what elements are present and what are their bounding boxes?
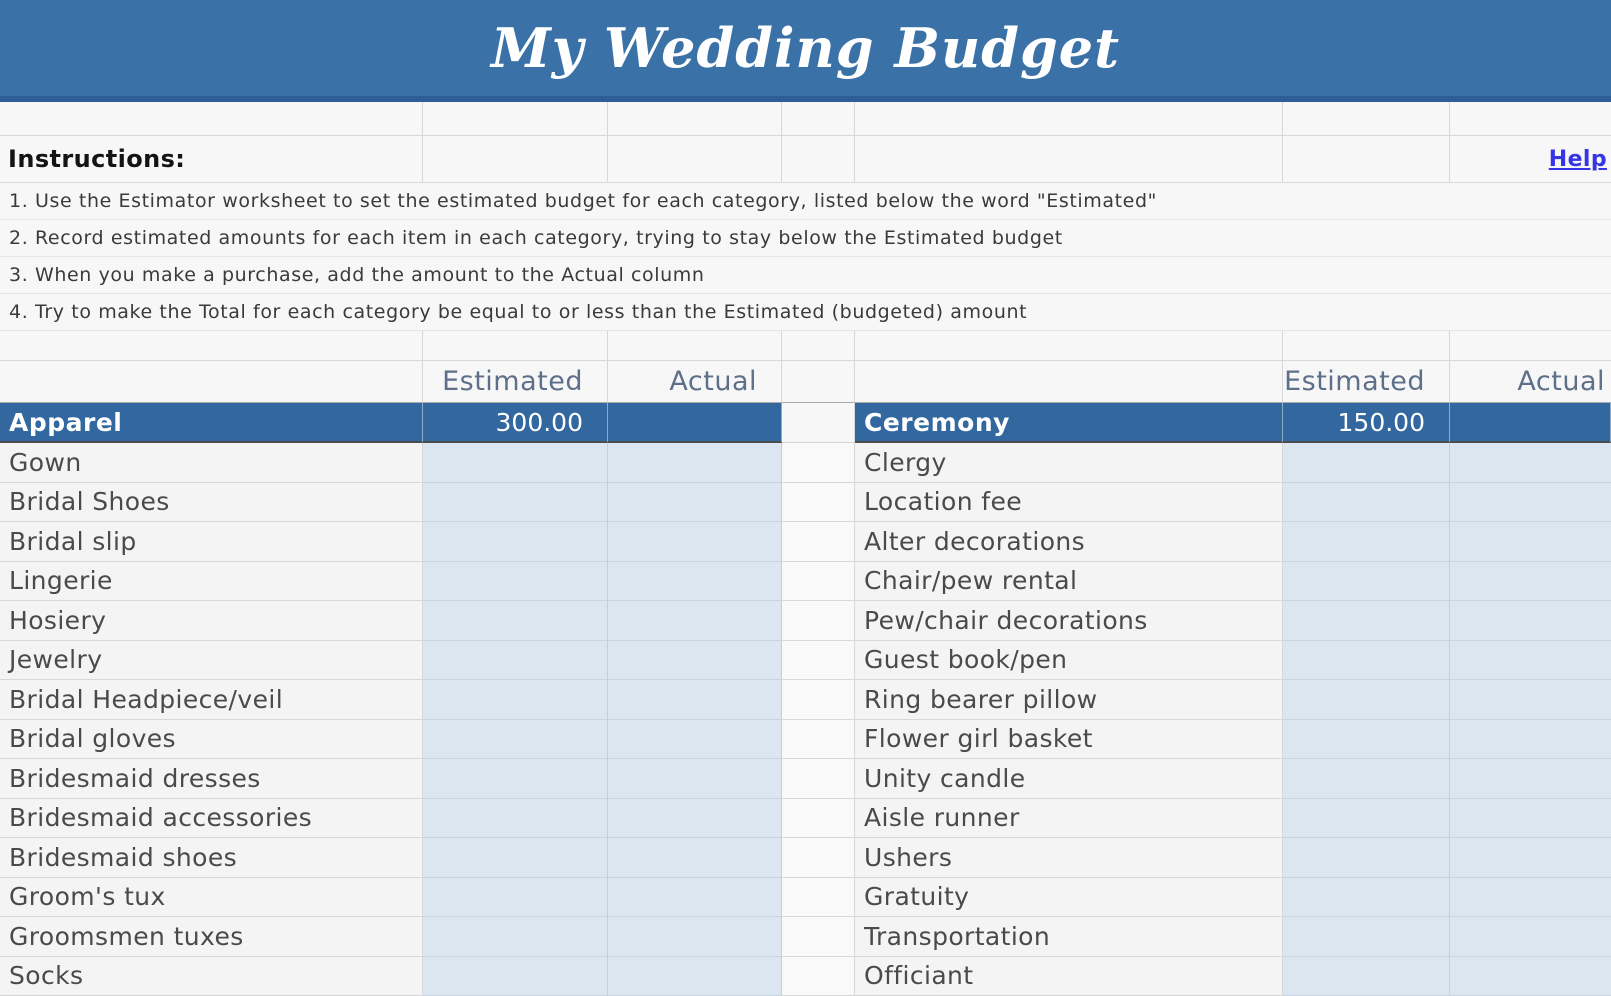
item-label: Gown bbox=[0, 448, 82, 477]
table-row bbox=[0, 759, 1611, 799]
help-cell bbox=[1450, 136, 1611, 183]
item-label: Pew/chair decorations bbox=[855, 606, 1148, 635]
estimated-column-header: Estimated bbox=[423, 361, 608, 403]
instructions-heading: Instructions: bbox=[0, 145, 185, 173]
estimated-cell[interactable] bbox=[1283, 562, 1450, 602]
item-label-cell[interactable] bbox=[855, 878, 1283, 918]
item-label-cell[interactable] bbox=[0, 957, 423, 996]
actual-cell[interactable] bbox=[1450, 443, 1611, 483]
estimated-cell[interactable] bbox=[1283, 838, 1450, 878]
gap-cell bbox=[782, 680, 855, 720]
actual-cell[interactable] bbox=[608, 917, 782, 957]
actual-cell[interactable] bbox=[1450, 878, 1611, 918]
gap-cell bbox=[782, 522, 855, 562]
estimated-cell[interactable] bbox=[1283, 483, 1450, 523]
spreadsheet-grid bbox=[0, 102, 1611, 996]
actual-cell[interactable] bbox=[608, 443, 782, 483]
cell[interactable] bbox=[0, 361, 423, 403]
estimated-cell[interactable] bbox=[423, 680, 608, 720]
category-estimated-cell[interactable]: 300.00 bbox=[423, 403, 608, 443]
item-label-cell[interactable] bbox=[0, 799, 423, 839]
table-row bbox=[0, 878, 1611, 918]
actual-cell[interactable] bbox=[1450, 838, 1611, 878]
item-label-cell[interactable] bbox=[0, 641, 423, 681]
item-label: Clergy bbox=[855, 448, 947, 477]
estimated-cell[interactable] bbox=[1283, 641, 1450, 681]
actual-cell[interactable] bbox=[608, 562, 782, 602]
estimated-cell[interactable] bbox=[1283, 917, 1450, 957]
gap-cell bbox=[782, 720, 855, 760]
item-label-cell[interactable] bbox=[855, 917, 1283, 957]
estimated-cell[interactable] bbox=[423, 878, 608, 918]
cell[interactable] bbox=[855, 361, 1283, 403]
estimated-cell[interactable] bbox=[1283, 443, 1450, 483]
estimated-cell[interactable] bbox=[423, 562, 608, 602]
item-label-cell[interactable] bbox=[0, 680, 423, 720]
item-label: Bridal slip bbox=[0, 527, 137, 556]
cell[interactable] bbox=[0, 331, 423, 361]
category-cell-ceremony[interactable]: Ceremony bbox=[855, 403, 1283, 443]
item-label-cell[interactable] bbox=[855, 838, 1283, 878]
item-label: Socks bbox=[0, 961, 83, 990]
estimated-cell[interactable] bbox=[1283, 878, 1450, 918]
gap-cell bbox=[782, 838, 855, 878]
category-row bbox=[0, 403, 1611, 443]
item-label: Officiant bbox=[855, 961, 973, 990]
table-row bbox=[0, 680, 1611, 720]
actual-cell[interactable] bbox=[1450, 680, 1611, 720]
category-actual-cell[interactable] bbox=[1450, 403, 1611, 443]
cell[interactable] bbox=[608, 331, 782, 361]
cell[interactable] bbox=[1283, 331, 1450, 361]
item-label-cell[interactable] bbox=[855, 957, 1283, 996]
item-label-cell[interactable] bbox=[855, 680, 1283, 720]
actual-column-header: Actual bbox=[608, 361, 782, 403]
item-label-cell[interactable] bbox=[855, 759, 1283, 799]
cell bbox=[782, 136, 855, 183]
estimated-cell[interactable] bbox=[423, 838, 608, 878]
item-label-cell[interactable] bbox=[0, 720, 423, 760]
table-row bbox=[0, 562, 1611, 602]
item-label-cell[interactable] bbox=[0, 443, 423, 483]
item-label-cell[interactable] bbox=[855, 601, 1283, 641]
table-row bbox=[0, 799, 1611, 839]
actual-cell[interactable] bbox=[608, 522, 782, 562]
table-row bbox=[0, 483, 1611, 523]
cell[interactable] bbox=[855, 136, 1283, 183]
category-actual-cell[interactable] bbox=[608, 403, 782, 443]
item-label: Groomsmen tuxes bbox=[0, 922, 244, 951]
item-label: Jewelry bbox=[0, 645, 102, 674]
item-label: Bridesmaid shoes bbox=[0, 843, 237, 872]
actual-cell[interactable] bbox=[608, 759, 782, 799]
estimated-cell[interactable] bbox=[423, 483, 608, 523]
actual-cell[interactable] bbox=[608, 799, 782, 839]
item-label: Alter decorations bbox=[855, 527, 1085, 556]
item-label: Lingerie bbox=[0, 566, 113, 595]
item-label-cell[interactable] bbox=[855, 799, 1283, 839]
gap-cell bbox=[782, 403, 855, 443]
gap-cell bbox=[782, 443, 855, 483]
actual-cell[interactable] bbox=[608, 838, 782, 878]
cell[interactable] bbox=[423, 136, 608, 183]
actual-cell[interactable] bbox=[1450, 641, 1611, 681]
gap-cell bbox=[782, 562, 855, 602]
actual-cell[interactable] bbox=[1450, 522, 1611, 562]
estimated-cell[interactable] bbox=[1283, 759, 1450, 799]
item-label-cell[interactable] bbox=[855, 443, 1283, 483]
item-rows bbox=[0, 443, 1611, 996]
estimated-cell[interactable] bbox=[423, 759, 608, 799]
table-row bbox=[0, 917, 1611, 957]
actual-cell[interactable] bbox=[1450, 562, 1611, 602]
estimated-cell[interactable] bbox=[423, 917, 608, 957]
actual-cell[interactable] bbox=[1450, 917, 1611, 957]
item-label: Unity candle bbox=[855, 764, 1026, 793]
item-label: Bridesmaid dresses bbox=[0, 764, 261, 793]
cell bbox=[782, 102, 855, 136]
actual-cell[interactable] bbox=[1450, 601, 1611, 641]
item-label: Bridesmaid accessories bbox=[0, 803, 312, 832]
item-label: Location fee bbox=[855, 487, 1022, 516]
empty-row bbox=[0, 331, 1611, 361]
item-label: Gratuity bbox=[855, 882, 969, 911]
item-label-cell[interactable] bbox=[855, 720, 1283, 760]
cell[interactable] bbox=[608, 102, 782, 136]
category-estimated-cell[interactable]: 150.00 bbox=[1283, 403, 1450, 443]
item-label: Ring bearer pillow bbox=[855, 685, 1098, 714]
estimated-cell[interactable] bbox=[423, 799, 608, 839]
gap-cell bbox=[782, 601, 855, 641]
estimated-cell[interactable] bbox=[1283, 680, 1450, 720]
table-row bbox=[0, 522, 1611, 562]
estimated-cell[interactable] bbox=[1283, 601, 1450, 641]
table-row bbox=[0, 443, 1611, 483]
gap-cell bbox=[782, 957, 855, 996]
item-label: Guest book/pen bbox=[855, 645, 1067, 674]
cell[interactable] bbox=[1450, 102, 1611, 136]
item-label: Flower girl basket bbox=[855, 724, 1093, 753]
help-link[interactable]: Help bbox=[1549, 147, 1611, 172]
table-row bbox=[0, 601, 1611, 641]
cell[interactable] bbox=[855, 102, 1283, 136]
item-label: Bridal Shoes bbox=[0, 487, 170, 516]
gap-cell bbox=[782, 917, 855, 957]
cell[interactable] bbox=[855, 331, 1283, 361]
category-cell-apparel[interactable]: Apparel bbox=[0, 403, 423, 443]
item-label-cell[interactable] bbox=[0, 483, 423, 523]
instruction-line: 4. Try to make the Total for each category be equal to or less than the Estimated (budgeted) amount bbox=[0, 294, 1611, 331]
cell bbox=[782, 361, 855, 403]
table-row bbox=[0, 957, 1611, 996]
actual-cell[interactable] bbox=[1450, 483, 1611, 523]
item-label-cell[interactable] bbox=[0, 601, 423, 641]
actual-cell[interactable] bbox=[1450, 799, 1611, 839]
item-label: Ushers bbox=[855, 843, 952, 872]
item-label-cell[interactable] bbox=[0, 838, 423, 878]
item-label-cell[interactable] bbox=[0, 878, 423, 918]
instruction-line: 3. When you make a purchase, add the amount to the Actual column bbox=[0, 257, 1611, 294]
estimated-column-header: Estimated bbox=[1283, 361, 1450, 403]
page-title: My Wedding Budget bbox=[491, 16, 1120, 80]
item-label-cell[interactable] bbox=[855, 522, 1283, 562]
table-row bbox=[0, 720, 1611, 760]
estimated-cell[interactable] bbox=[1283, 957, 1450, 996]
estimated-cell[interactable] bbox=[423, 601, 608, 641]
column-header-row bbox=[0, 361, 1611, 403]
title-banner bbox=[0, 0, 1611, 102]
cell[interactable] bbox=[608, 136, 782, 183]
actual-cell[interactable] bbox=[608, 680, 782, 720]
instructions-heading-cell bbox=[0, 136, 423, 183]
actual-cell[interactable] bbox=[608, 483, 782, 523]
actual-cell[interactable] bbox=[608, 720, 782, 760]
cell[interactable] bbox=[423, 102, 608, 136]
item-label: Hosiery bbox=[0, 606, 106, 635]
estimated-cell[interactable] bbox=[423, 720, 608, 760]
cell bbox=[782, 331, 855, 361]
item-label-cell[interactable] bbox=[855, 641, 1283, 681]
item-label: Aisle runner bbox=[855, 803, 1020, 832]
cell[interactable] bbox=[0, 102, 423, 136]
actual-cell[interactable] bbox=[608, 878, 782, 918]
cell[interactable] bbox=[423, 331, 608, 361]
table-row bbox=[0, 641, 1611, 681]
cell[interactable] bbox=[1283, 102, 1450, 136]
item-label: Bridal gloves bbox=[0, 724, 176, 753]
empty-row bbox=[0, 102, 1611, 136]
instructions-header-row bbox=[0, 136, 1611, 183]
cell[interactable] bbox=[1450, 331, 1611, 361]
gap-cell bbox=[782, 799, 855, 839]
estimated-cell[interactable] bbox=[1283, 522, 1450, 562]
cell[interactable] bbox=[1283, 136, 1450, 183]
estimated-cell[interactable] bbox=[423, 443, 608, 483]
item-label-cell[interactable] bbox=[0, 522, 423, 562]
estimated-cell[interactable] bbox=[1283, 799, 1450, 839]
gap-cell bbox=[782, 878, 855, 918]
actual-column-header: Actual bbox=[1450, 361, 1611, 403]
item-label-cell[interactable] bbox=[855, 562, 1283, 602]
table-row bbox=[0, 838, 1611, 878]
item-label-cell[interactable] bbox=[0, 562, 423, 602]
item-label-cell[interactable] bbox=[0, 759, 423, 799]
item-label: Transportation bbox=[855, 922, 1050, 951]
estimated-cell[interactable] bbox=[1283, 720, 1450, 760]
item-label: Chair/pew rental bbox=[855, 566, 1077, 595]
actual-cell[interactable] bbox=[1450, 720, 1611, 760]
item-label: Groom's tux bbox=[0, 882, 166, 911]
actual-cell[interactable] bbox=[1450, 759, 1611, 799]
actual-cell[interactable] bbox=[608, 601, 782, 641]
item-label-cell[interactable] bbox=[0, 917, 423, 957]
gap-cell bbox=[782, 641, 855, 681]
estimated-cell[interactable] bbox=[423, 957, 608, 996]
estimated-cell[interactable] bbox=[423, 522, 608, 562]
actual-cell[interactable] bbox=[608, 957, 782, 996]
item-label-cell[interactable] bbox=[855, 483, 1283, 523]
item-label: Bridal Headpiece/veil bbox=[0, 685, 283, 714]
gap-cell bbox=[782, 483, 855, 523]
actual-cell[interactable] bbox=[1450, 957, 1611, 996]
instruction-line: 1. Use the Estimator worksheet to set the estimated budget for each category, listed below the word "Estimated" bbox=[0, 183, 1611, 220]
estimated-cell[interactable] bbox=[423, 641, 608, 681]
instruction-line: 2. Record estimated amounts for each item in each category, trying to stay below the Estimated budget bbox=[0, 220, 1611, 257]
gap-cell bbox=[782, 759, 855, 799]
actual-cell[interactable] bbox=[608, 641, 782, 681]
